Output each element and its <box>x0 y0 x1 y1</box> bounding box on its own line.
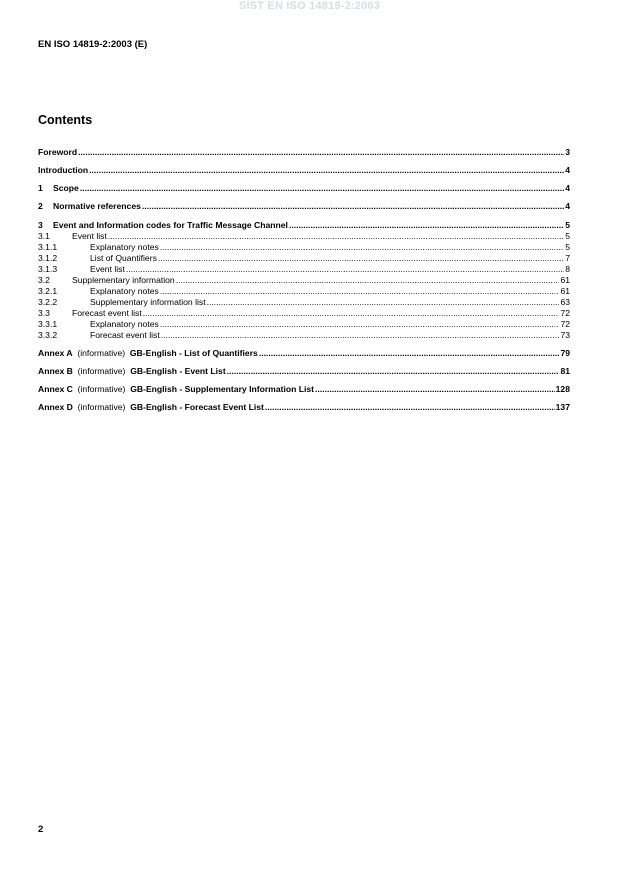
toc-leader <box>126 264 564 275</box>
toc-entry-number: 3.2.1 <box>38 286 58 296</box>
contents-title: Contents <box>38 113 93 127</box>
document-id: EN ISO 14819-2:2003 (E) <box>38 39 148 50</box>
toc-leader <box>78 147 564 158</box>
toc-annex-entry[interactable] <box>38 402 570 413</box>
toc-entry[interactable] <box>38 319 570 330</box>
toc-entry[interactable] <box>38 183 570 194</box>
toc-leader <box>158 253 564 264</box>
toc-entry-page: 5 <box>565 220 570 230</box>
annex-label: Annex C <box>38 384 73 394</box>
annex-title: GB-English - List of Quantifiers <box>129 348 258 358</box>
toc-entry-title: Foreword <box>38 147 78 157</box>
toc-leader <box>265 402 555 413</box>
toc-entry[interactable] <box>38 264 570 275</box>
annex-page: 128 <box>555 384 570 394</box>
toc-entry-page: 72 <box>560 308 570 318</box>
toc-leader <box>160 319 560 330</box>
toc-entry[interactable] <box>38 165 570 176</box>
toc-entry-page: 61 <box>560 286 570 296</box>
toc-entry-title: Normative references <box>53 201 141 211</box>
toc-entry-title: Explanatory notes <box>90 242 159 252</box>
toc-entry-number: 3.1 <box>38 231 50 241</box>
toc-annex-entry[interactable] <box>38 366 570 377</box>
annex-informative: (informative) <box>77 366 126 376</box>
watermark: SIST EN ISO 14819-2:2003 <box>238 0 381 12</box>
annex-title: GB-English - Event List <box>130 366 226 376</box>
toc-entry-number: 3.3.2 <box>38 330 58 340</box>
toc-entry-number: 3.1.1 <box>38 242 58 252</box>
annex-label: Annex A <box>38 348 73 358</box>
annex-informative: (informative) <box>77 384 126 394</box>
toc-leader <box>108 231 564 242</box>
annex-title: GB-English - Forecast Event List <box>130 402 264 412</box>
toc-entry-page: 5 <box>565 242 570 252</box>
toc-entry[interactable] <box>38 201 570 212</box>
toc-entry[interactable] <box>38 231 570 242</box>
toc-entry-number: 3.3 <box>38 308 50 318</box>
toc-entry-page: 72 <box>560 319 570 329</box>
annex-label: Annex B <box>38 366 73 376</box>
toc-entry-number: 2 <box>38 201 43 211</box>
toc-leader <box>89 165 564 176</box>
toc-entry-page: 4 <box>565 183 570 193</box>
toc-entry-number: 1 <box>38 183 43 193</box>
toc-entry[interactable] <box>38 220 570 231</box>
toc-entry-title: Supplementary information list <box>90 297 206 307</box>
toc-entry[interactable] <box>38 147 570 158</box>
toc-entry-title: Explanatory notes <box>90 319 159 329</box>
toc-entry-page: 4 <box>565 165 570 175</box>
toc-leader <box>259 348 560 359</box>
toc-entry[interactable] <box>38 275 570 286</box>
toc-entry-page: 8 <box>565 264 570 274</box>
toc-annex-entry[interactable] <box>38 384 570 395</box>
toc-entry-number: 3.1.3 <box>38 264 58 274</box>
toc-leader <box>161 330 560 341</box>
toc-entry-page: 5 <box>565 231 570 241</box>
toc-entry-title: Event and Information codes for Traffic Message Channel <box>53 220 288 230</box>
toc-entry-page: 7 <box>565 253 570 263</box>
toc-leader <box>143 308 560 319</box>
annex-informative: (informative) <box>77 402 126 412</box>
toc-leader <box>315 384 555 395</box>
toc-leader <box>227 366 560 377</box>
toc-entry-title: List of Quantifiers <box>90 253 157 263</box>
annex-informative: (informative) <box>77 348 126 358</box>
toc-entry[interactable] <box>38 308 570 319</box>
toc-leader <box>160 286 560 297</box>
toc-entry-title: Event list <box>90 264 125 274</box>
toc-entry-page: 63 <box>560 297 570 307</box>
toc-entry-number: 3.1.2 <box>38 253 58 263</box>
toc-entry-page: 73 <box>560 330 570 340</box>
annex-page: 137 <box>555 402 570 412</box>
toc-entry-title: Supplementary information <box>72 275 175 285</box>
toc-leader <box>142 201 564 212</box>
toc-leader <box>289 220 564 231</box>
annex-page: 81 <box>560 366 570 376</box>
toc-entry[interactable] <box>38 297 570 308</box>
annex-title: GB-English - Supplementary Information List <box>130 384 315 394</box>
toc-entry-title: Explanatory notes <box>90 286 159 296</box>
toc-entry-page: 4 <box>565 201 570 211</box>
toc-entry-number: 3.2 <box>38 275 50 285</box>
toc-annex-entry[interactable] <box>38 348 570 359</box>
toc-entry-title: Forecast event list <box>90 330 160 340</box>
toc-leader <box>160 242 564 253</box>
toc-entry[interactable] <box>38 286 570 297</box>
toc-leader <box>176 275 560 286</box>
toc-entry-title: Introduction <box>38 165 89 175</box>
toc-entry-page: 3 <box>565 147 570 157</box>
toc-entry-number: 3.3.1 <box>38 319 58 329</box>
toc-entry-number: 3.2.2 <box>38 297 58 307</box>
toc-leader <box>80 183 564 194</box>
toc-entry-title: Forecast event list <box>72 308 142 318</box>
toc-entry-number: 3 <box>38 220 43 230</box>
annex-page: 79 <box>560 348 570 358</box>
toc-entry[interactable] <box>38 253 570 264</box>
annex-label: Annex D <box>38 402 73 412</box>
toc-entry-title: Event list <box>72 231 107 241</box>
toc-entry-page: 61 <box>560 275 570 285</box>
toc-leader <box>207 297 560 308</box>
toc-entry[interactable] <box>38 330 570 341</box>
page-number: 2 <box>38 824 44 835</box>
toc-entry-title: Scope <box>53 183 79 193</box>
toc-entry[interactable] <box>38 242 570 253</box>
